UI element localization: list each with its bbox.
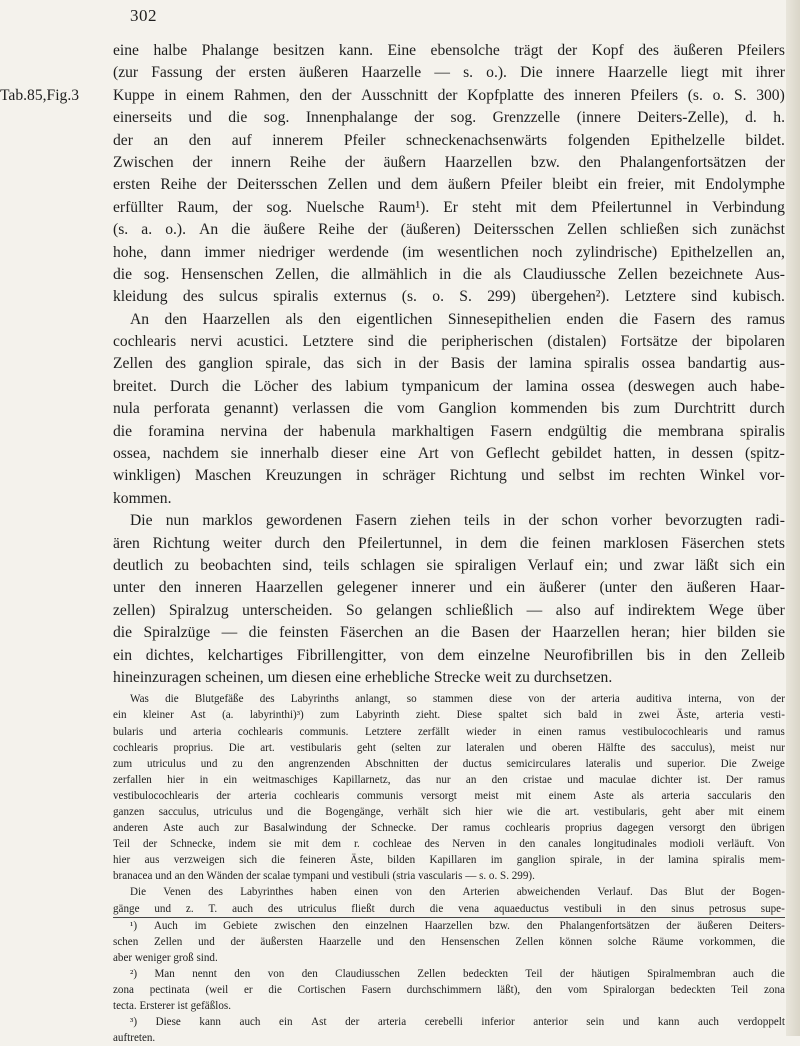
main-line: (zur Fassung der ersten äußeren Haarzelle — s. o.). Die innere Haarzelle liegt mit ihrer <box>113 64 785 82</box>
footnote-line: ³) Diese kann auch ein Ast der arteria cerebelli inferior anterior sein und kann auch verdoppelt <box>130 1016 785 1029</box>
small-line: hier aus verzweigen sich die feineren Äste, bilden Kapillaren im ganglion spirale, in der lamina spiralis mem- <box>113 854 785 867</box>
main-line: Kuppe in einem Rahmen, den der Ausschnitt der Kopfplatte des inneren Pfeilers (s. o. S. 300) <box>113 86 785 104</box>
main-line: erfüllter Raum, der sog. Nuelsche Raum¹). Er steht mit dem Pfeilertunnel in Verbindung <box>113 198 785 216</box>
small-line: ein kleiner Ast (a. labyrinthi)³) zum Labyrinth zieht. Diese spaltet sich bald in zwei Äste, arteria vesti- <box>113 709 785 722</box>
small-line: vestibulocochlearis der arteria cochlearis communis versorgt meist mit einem Aste als arteria saccularis den <box>113 789 785 802</box>
small-line: bularis und arteria cochlearis communis. Letztere zerfällt wieder in einen ramus vestibulocochlearis und ramus <box>113 725 785 738</box>
small-line: cochlearis proprius. Die art. vestibularis geht (selten zur lateralen und oberen Hälfte des sacculus), meist nur <box>113 741 785 754</box>
main-line: ären Richtung weiter durch den Pfeilertunnel, in dem die feinen marklosen Fäserchen stets <box>113 534 785 552</box>
small-line: branacea und an den Wänden der scalae tympani und vestibuli (stria vascularis — s. o. S. 299). <box>113 870 535 883</box>
footnote-line: auftreten. <box>113 1032 156 1045</box>
small-line: anderen Aste auch zur Basalwindung der Schnecke. Der ramus cochlearis proprius dagegen versorgt den übrigen <box>113 822 785 835</box>
main-line: einerseits und die sog. Innenphalange der sog. Grenzzelle (innere Deiters-Zelle), d. h. <box>113 109 785 127</box>
footnote-line: schen Zellen und der äußersten Haarzelle und den Hensenschen Zellen können solche Räume vorkommen, die <box>113 935 785 948</box>
page-number: 302 <box>130 6 157 25</box>
main-line: Zwischen der innern Reihe der äußern Haarzellen bzw. den Phalangenfortsätzen der <box>113 153 785 171</box>
main-line: unter den inneren Haarzellen gelegener innerer und ein äußerer (unter den äußeren Haar- <box>113 579 785 597</box>
main-line: eine halbe Phalange besitzen kann. Eine ebensolche trägt der Kopf des äußeren Pfeilers <box>113 42 785 59</box>
footnote-line: ²) Man nennt den von den Claudiusschen Zellen bedeckten Teil der häutigen Spiralmembran auch die <box>130 967 785 980</box>
main-line: ersten Reihe der Deitersschen Zellen und dem äußern Pfeiler bleibt ein freier, mit Endolymphe <box>113 176 785 194</box>
margin-reference: Tab.85,Fig.3 <box>0 86 80 104</box>
small-line: zum utriculus und zu den angrenzenden Abschnitten der ductus semicirculares lateralis und superior. Die Zweige <box>113 757 785 770</box>
footnotes <box>113 918 785 1046</box>
main-line: ossea, nachdem sie innerhalb dieser eine Art von Geflecht gebildet hatten, in dessen (spitz- <box>113 445 785 463</box>
footnote-line: tecta. Ersterer ist gefäßlos. <box>113 1000 231 1013</box>
main-line: kommen. <box>113 489 172 507</box>
main-line: cochlearis nervi acustici. Letztere sind die peripherischen (distalen) Fortsätze der bipolaren <box>113 333 785 351</box>
main-line: (s. a. o.). An die äußere Reihe der (äußeren) Deitersschen Zellen schließen sich zunächst <box>113 221 785 239</box>
main-line: zellen) Spiralzug unterscheiden. So gelangen schließlich — also auf indirektem Wege über <box>113 601 785 619</box>
main-line: die Spiralzüge — die feinsten Fäserchen an die Basen der Haarzellen heran; hier bilden sie <box>113 624 785 642</box>
main-line: der an den auf innerem Pfeiler schneckenachsenwärts folgenden Epithelzelle bildet. <box>113 131 785 149</box>
page-body <box>0 40 785 1046</box>
main-line: deutlich zu beobachten sind, teils schlagen sie spiraligen Verlauf ein; und zwar läßt sich ein <box>113 556 785 574</box>
small-line: gänge und z. T. auch des utriculus fließt durch die vena aquaeductus vestibuli in den sinus petrosus supe- <box>113 901 785 918</box>
small-line: ganzen sacculus, utriculus und die Bogengänge, verhält sich hier wie die art. vestibularis, geht aber mit einem <box>113 805 785 818</box>
main-line: breitet. Durch die Löcher des labium tympanicum der lamina ossea (deswegen auch habe- <box>113 377 785 395</box>
footnote-line: aber weniger groß sind. <box>113 951 218 964</box>
main-line: Zellen des ganglion spirale, das sich in der Basis der lamina spiralis ossea bandartig aus- <box>113 355 785 373</box>
main-line: die foramina nervina der habenula markhaltigen Fasern endgültig die membrana spiralis <box>113 422 785 440</box>
main-line: An den Haarzellen als den eigentlichen Sinnesepithelien enden die Fasern des ramus <box>130 310 785 328</box>
footnote-line: zona pectinata (weil er die Cortischen Fasern durchschimmern läßt), den vom Spiralorgan bedeckten Teil zona <box>113 984 785 997</box>
footnote-line: ¹) Auch im Gebiete zwischen den einzelnen Haarzellen bzw. den Phalangenfortsätzen der äußeren Deiters- <box>130 919 785 932</box>
small-line: Teil der Schnecke, indem sie mit dem r. cochleae des Nerven in den canales longitudinales modioli verläuft. Von <box>113 838 785 851</box>
main-line: winkligen) Maschen Kreuzungen in schräger Richtung und selbst im rechten Winkel vor- <box>113 467 785 485</box>
small-line: Die Venen des Labyrinthes haben einen von den Arterien abweichenden Verlauf. Das Blut der Bogen- <box>130 886 785 899</box>
small-line: zerfallen hier in ein weitmaschiges Kapillarnetz, das nur an den cristae und maculae dichter ist. Der ramus <box>113 773 785 786</box>
main-line: hohe, dann immer niedriger werdende (im wesentlichen noch zylindrische) Epithelzellen an, <box>113 243 785 261</box>
small-print-section <box>113 691 785 917</box>
page-edge-shadow <box>786 0 800 1036</box>
main-line: die sog. Hensenschen Zellen, die allmählich in die als Claudiussche Zellen bezeichnete Aus- <box>113 265 785 283</box>
main-text <box>113 40 785 689</box>
main-line: ein dichtes, kelchartiges Fibrillengitter, von dem einzelne Neurofibrillen bis in den Zelleib <box>113 646 785 664</box>
main-line: hineinzuragen scheinen, um diesen eine erhebliche Strecke weit zu durchsetzen. <box>113 668 613 686</box>
main-line: kleidung des sulcus spiralis externus (s. o. S. 299) übergehen²). Letztere sind kubisch. <box>113 288 785 306</box>
main-line: Die nun marklos gewordenen Fasern ziehen teils in der schon vorher bevorzugten radi- <box>130 512 785 530</box>
main-line: nula perforata genannt) verlassen die vom Ganglion kommenden bis zum Durchtritt durch <box>113 400 785 418</box>
small-line: Was die Blutgefäße des Labyrinths anlangt, so stammen diese von der arteria auditiva interna, von der <box>130 693 785 706</box>
